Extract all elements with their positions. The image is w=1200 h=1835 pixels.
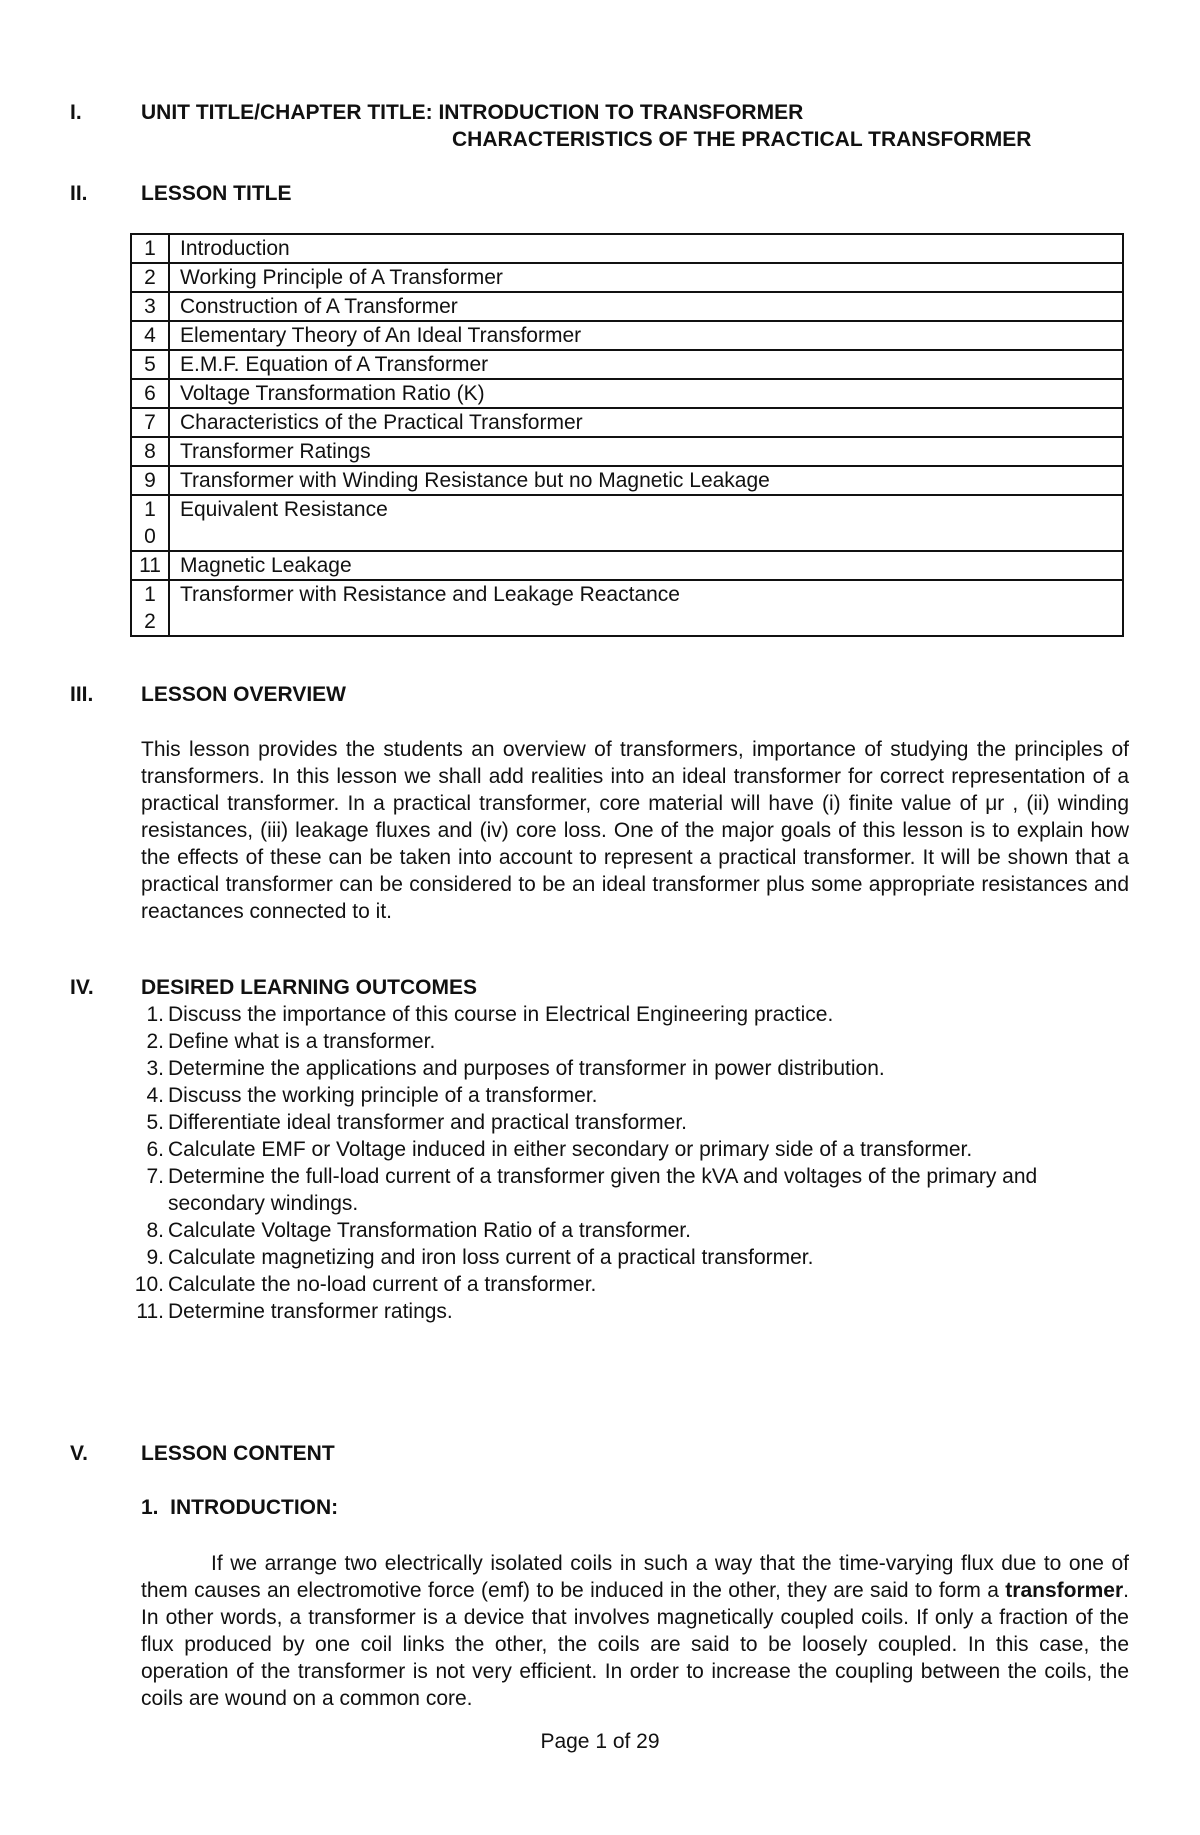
lesson-overview-text: This lesson provides the students an overview of transformers, importance of studying the principles of transformers. In this lesson we shall add realities into an ideal transformer for correct representation of a practical transformer. In a practical transformer, core material will have (i) finite value of μr , (ii) winding resistances, (iii) leakage fluxes and (iv) core loss. One of the major goals of this lesson is to explain how the effects of these can be taken into account to represent a practical transformer. It will be shown that a practical transformer can be considered to be an ideal transformer plus some appropriate resistances and reactances connected to it. [141,738,1129,923]
list-item-text: Differentiate ideal transformer and practical transformer. [168,1111,688,1134]
list-item [141,1001,1129,1028]
lesson-number: 1 0 [131,495,169,551]
list-item [141,1055,1129,1082]
lesson-name: Construction of A Transformer [169,292,1123,321]
lesson-overview-heading: LESSON OVERVIEW [141,683,346,706]
list-item [141,1244,1129,1271]
lesson-name: Transformer with Resistance and Leakage Reactance [169,580,1123,636]
section-2-number: II. [70,182,88,205]
lesson-number: 9 [131,466,169,495]
lesson-number: 1 [131,234,169,263]
list-item [141,1163,1129,1217]
lesson-number: 3 [131,292,169,321]
lesson-row [131,437,1123,466]
lesson-row [131,466,1123,495]
lesson-name: Transformer Ratings [169,437,1123,466]
lesson-row [131,234,1123,263]
lesson-name: E.M.F. Equation of A Transformer [169,350,1123,379]
lesson-name: Working Principle of A Transformer [169,263,1123,292]
introduction-text-end: . In other words, a transformer is a device that involves magnetically coupled coils. If only a fraction of the flux produced by one coil links the other, the coils are said to be loosely coupled. In this case, the operation of the transformer is not very efficient. In order to increase the coupling between the coils, the coils are wound on a common core. [141,1579,1129,1710]
section-4-number: IV. [70,976,94,999]
list-item-number: 9. [146,1246,164,1269]
introduction-subheading: 1. INTRODUCTION: [141,1496,339,1519]
list-item-number: 10. [134,1273,164,1296]
list-item-number: 3. [146,1057,164,1080]
section-5-number: V. [70,1442,88,1465]
list-item-number: 1. [146,1003,164,1026]
list-item-text: Calculate magnetizing and iron loss current of a practical transformer. [168,1246,814,1269]
lesson-name: Magnetic Leakage [169,551,1123,580]
learning-outcomes-list [134,1001,1129,1325]
learning-outcomes-heading: DESIRED LEARNING OUTCOMES [141,976,478,999]
lesson-name: Introduction [169,234,1123,263]
lesson-row [131,495,1123,551]
lesson-content-heading: LESSON CONTENT [141,1442,335,1465]
lesson-row [131,379,1123,408]
page-number: Page 1 of 29 [540,1730,660,1753]
lesson-number: 6 [131,379,169,408]
lesson-row [131,580,1123,636]
list-item-text: Discuss the working principle of a transformer. [168,1084,598,1107]
lesson-number: 4 [131,321,169,350]
list-item-text: Define what is a transformer. [168,1030,436,1053]
list-item-number: 2. [146,1030,164,1053]
list-item-number: 4. [146,1084,164,1107]
list-item-text: Determine the applications and purposes of transformer in power distribution. [168,1057,885,1080]
lesson-name: Characteristics of the Practical Transformer [169,408,1123,437]
list-item-number: 11. [136,1300,164,1323]
lesson-number: 8 [131,437,169,466]
list-item [136,1298,1129,1325]
lesson-row [131,292,1123,321]
unit-title-line-1: UNIT TITLE/CHAPTER TITLE: INTRODUCTION TO TRANSFORMER [141,101,804,124]
unit-title-line-2: CHARACTERISTICS OF THE PRACTICAL TRANSFORMER [452,128,1032,151]
list-item [141,1136,1129,1163]
introduction-paragraph [141,1550,1129,1712]
lesson-row [131,551,1123,580]
list-item [134,1271,1129,1298]
list-item-text: Calculate Voltage Transformation Ratio of a transformer. [168,1219,691,1242]
lesson-name: Elementary Theory of An Ideal Transformer [169,321,1123,350]
section-1-number: I. [70,101,82,124]
list-item-number: 7. [146,1165,164,1188]
lesson-title-heading: LESSON TITLE [141,182,292,205]
list-item-number: 6. [146,1138,164,1161]
list-item [141,1028,1129,1055]
list-item-text: Determine transformer ratings. [168,1300,453,1323]
lesson-name: Transformer with Winding Resistance but no Magnetic Leakage [169,466,1123,495]
lesson-title-table [130,233,1124,637]
transformer-term: transformer [1005,1579,1124,1602]
introduction-text-start: If we arrange two electrically isolated coils in such a way that the time-varying flux due to one of them causes an electromotive force (emf) to be induced in the other, they are said to form a [141,1552,1129,1602]
lesson-number: 11 [131,551,169,580]
lesson-row [131,350,1123,379]
lesson-number: 2 [131,263,169,292]
lesson-number: 7 [131,408,169,437]
lesson-number: 1 2 [131,580,169,636]
list-item [141,1082,1129,1109]
lesson-name: Voltage Transformation Ratio (K) [169,379,1123,408]
list-item-text: Calculate EMF or Voltage induced in either secondary or primary side of a transformer. [168,1138,973,1161]
lesson-name: Equivalent Resistance [169,495,1123,551]
section-3-number: III. [70,683,94,706]
list-item [141,1217,1129,1244]
list-item-number: 8. [146,1219,164,1242]
list-item [141,1109,1129,1136]
list-item-number: 5. [146,1111,164,1134]
list-item-text: Calculate the no-load current of a transformer. [168,1273,597,1296]
lesson-row [131,263,1123,292]
lesson-number: 5 [131,350,169,379]
list-item-text: Determine the full-load current of a transformer given the kVA and voltages of the primary and secondary windings. [168,1165,1038,1215]
lesson-row [131,408,1123,437]
list-item-text: Discuss the importance of this course in Electrical Engineering practice. [168,1003,834,1026]
lesson-row [131,321,1123,350]
